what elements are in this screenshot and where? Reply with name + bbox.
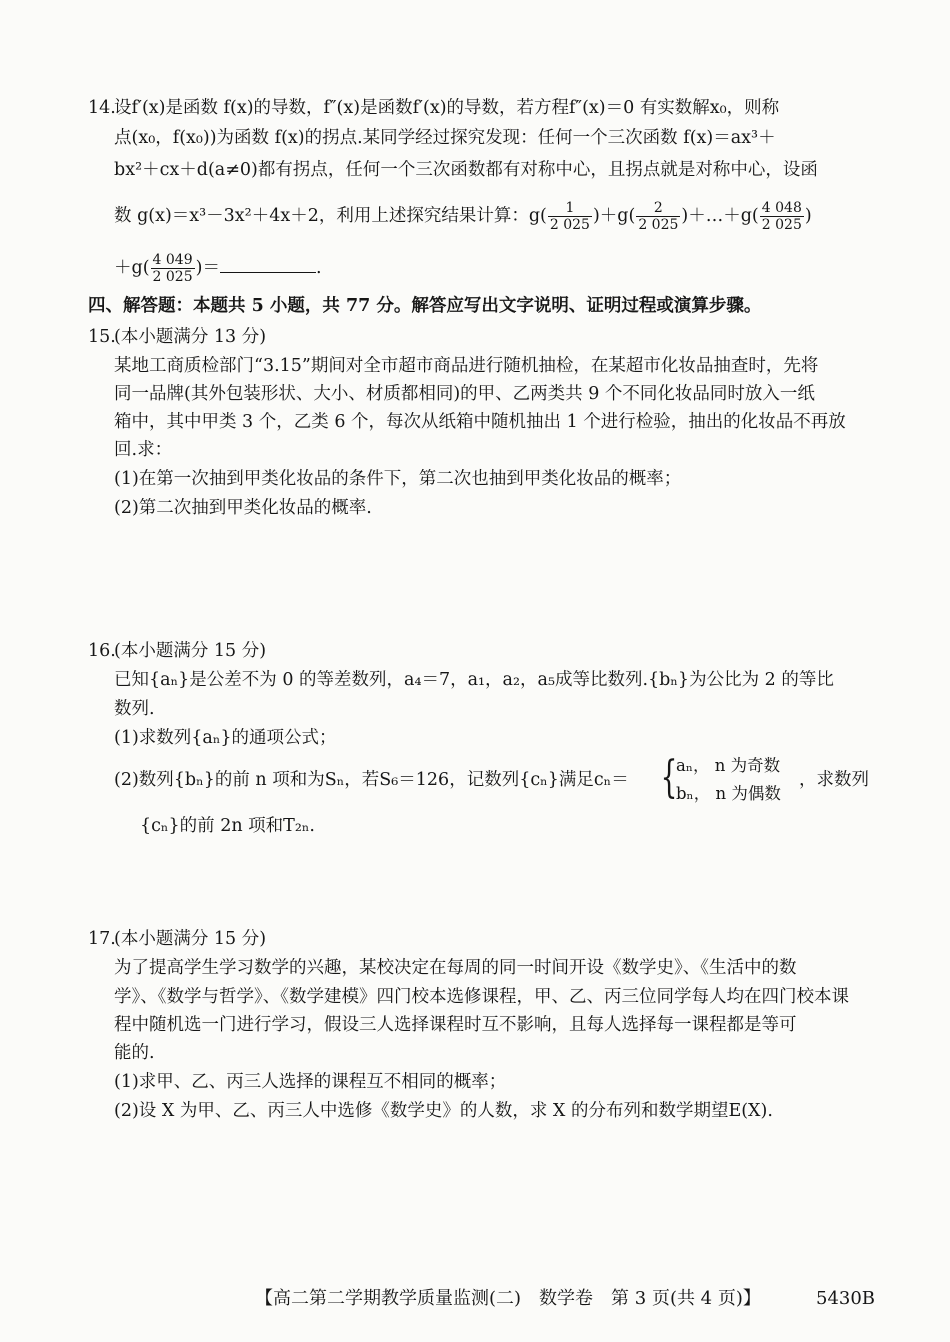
q16-part1: (1)求数列{aₙ}的通项公式； [114, 728, 337, 748]
q16-case2: bₙ， n 为偶数 [676, 784, 781, 803]
q17-part1: (1)求甲、乙、丙三人选择的课程互不相同的概率； [114, 1072, 507, 1092]
q17-part2: (2)设 X 为甲、乙、丙三人中选修《数学史》的人数，求 X 的分布列和数学期望E(X). [114, 1101, 773, 1121]
q16-part2-line2: {cₙ}的前 2n 项和T₂ₙ. [140, 816, 315, 836]
page-code: 5430B [816, 1288, 876, 1309]
q16-case1: aₙ， n 为奇数 [676, 756, 781, 775]
q16-part2-post: ，求数列 [799, 770, 869, 790]
section-heading: 四、解答题：本题共 5 小题，共 77 分。解答应写出文字说明、证明过程或演算步骤。 [88, 296, 762, 316]
q16-line1: 已知{aₙ}是公差不为 0 的等差数列，a₄＝7，a₁，a₂，a₅成等比数列.{bₙ}为公比为 2 的等比 [114, 670, 834, 690]
q15-line2: 同一品牌(其外包装形状、大小、材质都相同)的甲、乙两类共 9 个不同化妆品同时放入一纸 [114, 384, 815, 404]
q15-head: (本小题满分 13 分) [114, 327, 267, 347]
q14-line1: 设f′(x)是函数 f(x)的导数，f″(x)是函数f′(x)的导数，若方程f″(x)＝0 有实数解x₀，则称 [114, 98, 780, 118]
q15-part2: (2)第二次抽到甲类化妆品的概率. [114, 498, 372, 518]
q14-line3: bx²＋cx＋d(a≠0)都有拐点，任何一个三次函数都有对称中心，且拐点就是对称中心，设函 [114, 160, 818, 180]
q17-line3: 程中随机选一门进行学习，假设三人选择课程时互不影响，且每人选择每一课程都是等可 [114, 1015, 797, 1035]
q17-line2: 学》、《数学与哲学》、《数学建模》四门校本选修课程，甲、乙、丙三位同学每人均在四门校本课 [114, 987, 849, 1007]
q16-head: (本小题满分 15 分) [114, 641, 267, 661]
fraction-1: $\frac{1}{2 025}$ [549, 200, 590, 233]
brace: { [660, 752, 678, 803]
q17-number: 17. [88, 929, 116, 949]
q16-part2-text: (2)数列{bₙ}的前 n 项和为Sₙ，若S₆＝126，记数列{cₙ}满足cₙ＝ [114, 770, 629, 790]
q15-number: 15. [88, 327, 116, 347]
answer-blank [220, 254, 316, 273]
page-footer: 【高二第二学期教学质量监测(二) 数学卷 第 3 页(共 4 页)】 [255, 1288, 761, 1309]
q14-line4: 数 g(x)＝x³－3x²＋4x＋2，利用上述探究结果计算：g( $\frac{1}{2 025}$ )＋g( $\frac{2}{2 025}$ )＋…＋g( $\frac{4 048}{2 025}$ ) [114, 200, 812, 233]
q15-line3: 箱中，其中甲类 3 个，乙类 6 个，每次从纸箱中随机抽出 1 个进行检验，抽出的化妆品不再放 [114, 412, 846, 432]
q16-number: 16. [88, 641, 116, 661]
q17-line1: 为了提高学生学习数学的兴趣，某校决定在每周的同一时间开设《数学史》、《生活中的数 [114, 958, 797, 978]
q15-line1: 某地工商质检部门“3.15”期间对全市超市商品进行随机抽检，在某超市化妆品抽查时，先将 [114, 356, 819, 376]
fraction-3: $\frac{4 048}{2 025}$ [761, 200, 802, 233]
q17-line4: 能的. [114, 1043, 155, 1063]
q14-line5: ＋g( $\frac{4 049}{2 025}$ )＝ . [114, 252, 322, 285]
fraction-4: $\frac{4 049}{2 025}$ [152, 252, 193, 285]
fraction-2: $\frac{2}{2 025}$ [638, 200, 679, 233]
q17-head: (本小题满分 15 分) [114, 929, 267, 949]
q15-line4: 回.求： [114, 440, 173, 460]
q16-line2: 数列. [114, 699, 155, 719]
q14-number: 14. [88, 98, 116, 118]
q15-part1: (1)在第一次抽到甲类化妆品的条件下，第二次也抽到甲类化妆品的概率； [114, 469, 682, 489]
q14-line4-text: 数 g(x)＝x³－3x²＋4x＋2，利用上述探究结果计算：g( [114, 206, 547, 226]
q14-line2: 点(x₀，f(x₀))为函数 f(x)的拐点.某同学经过探究发现：任何一个三次函数 f(x)＝ax³＋ [114, 128, 776, 148]
